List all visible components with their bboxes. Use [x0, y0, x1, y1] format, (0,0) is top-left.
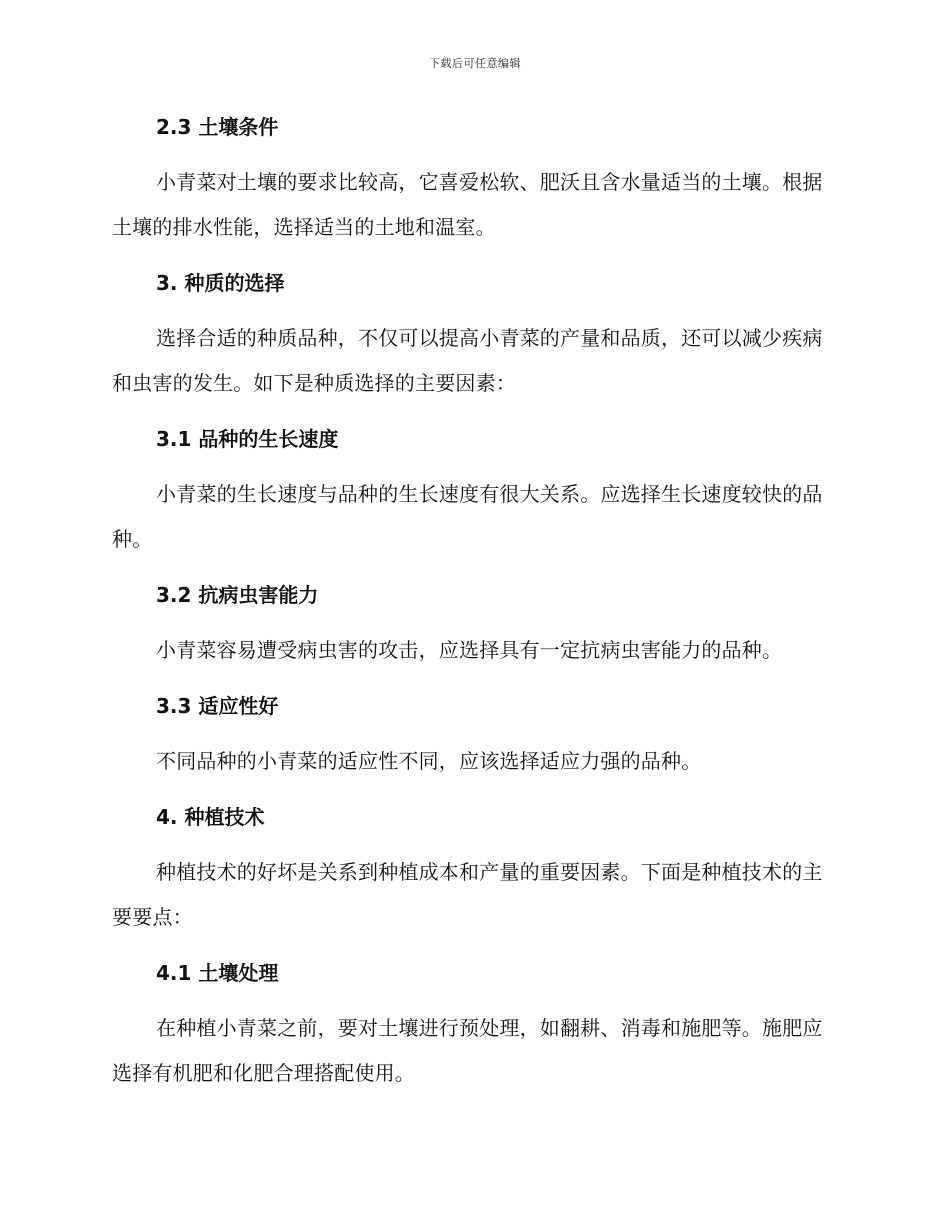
section-heading-3-1: 3.1 品种的生长速度 — [156, 427, 339, 451]
section-heading-3-3: 3.3 适应性好 — [156, 694, 279, 718]
section-heading-3: 3. 种质的选择 — [156, 271, 285, 295]
section-heading-4: 4. 种植技术 — [156, 805, 265, 829]
section-heading-2-3: 2.3 土壤条件 — [156, 115, 279, 139]
page-header-note: 下载后可任意编辑 — [429, 57, 521, 70]
paragraph-germplasm-selection: 选择合适的种质品种，不仅可以提高小青菜的产量和品质，还可以减少疾病和虫害的发生。如下是种质选择的主要因素： — [112, 326, 823, 395]
paragraph-pest-resistance: 小青菜容易遭受病虫害的攻击，应选择具有一定抗病虫害能力的品种。 — [156, 638, 783, 662]
paragraph-growth-speed: 小青菜的生长速度与品种的生长速度有很大关系。应选择生长速度较快的品种。 — [112, 482, 823, 551]
section-heading-3-2: 3.2 抗病虫害能力 — [156, 583, 319, 607]
document-body — [112, 110, 834, 1096]
paragraph-soil-conditions: 小青菜对土壤的要求比较高，它喜爱松软、肥沃且含水量适当的土壤。根据土壤的排水性能，选择适当的土地和温室。 — [112, 170, 823, 239]
section-heading-4-1: 4.1 土壤处理 — [156, 961, 279, 985]
paragraph-adaptability: 不同品种的小青菜的适应性不同，应该选择适应力强的品种。 — [156, 749, 702, 773]
paragraph-soil-treatment: 在种植小青菜之前，要对土壤进行预处理，如翻耕、消毒和施肥等。施肥应选择有机肥和化肥合理搭配使用。 — [112, 1016, 823, 1085]
paragraph-planting-technique: 种植技术的好坏是关系到种植成本和产量的重要因素。下面是种植技术的主要要点： — [112, 860, 823, 929]
